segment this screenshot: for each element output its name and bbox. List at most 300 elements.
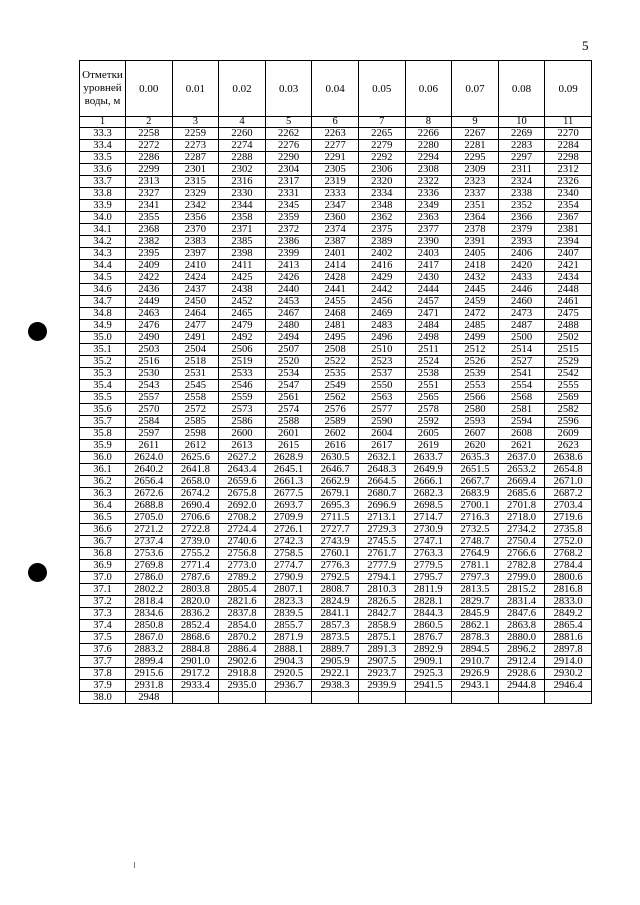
value-cell: 2633.7 (405, 452, 452, 464)
table-row (80, 644, 592, 656)
value-cell: 2865.4 (545, 620, 592, 632)
value-cell: 2831.4 (498, 596, 545, 608)
water-level-cell: 37.5 (80, 632, 126, 644)
value-cell: 2585 (172, 416, 219, 428)
value-cell: 2472 (452, 308, 499, 320)
value-cell: 2345 (265, 200, 312, 212)
value-cell: 2621 (498, 440, 545, 452)
value-cell: 2615 (265, 440, 312, 452)
value-cell: 2401 (312, 248, 359, 260)
column-number-cell: 10 (498, 117, 545, 128)
value-cell: 2718.0 (498, 512, 545, 524)
value-cell: 2943.1 (452, 680, 499, 692)
value-cell: 2784.4 (545, 560, 592, 572)
value-cell: 2331 (265, 188, 312, 200)
value-cell: 2611 (126, 440, 173, 452)
value-cell: 2739.0 (172, 536, 219, 548)
value-cell (358, 692, 405, 704)
value-cell: 2888.1 (265, 644, 312, 656)
value-cell (405, 692, 452, 704)
value-cell: 2811.9 (405, 584, 452, 596)
value-cell: 2933.4 (172, 680, 219, 692)
value-cell: 2834.6 (126, 608, 173, 620)
value-cell: 2672.6 (126, 488, 173, 500)
value-cell: 2402 (358, 248, 405, 260)
table-row (80, 656, 592, 668)
value-cell: 2414 (312, 260, 359, 272)
value-cell: 2696.9 (358, 500, 405, 512)
value-cell: 2847.6 (498, 608, 545, 620)
value-cell: 2508 (312, 344, 359, 356)
value-cell: 2551 (405, 380, 452, 392)
value-cell: 2688.8 (126, 500, 173, 512)
value-cell: 2547 (265, 380, 312, 392)
value-cell: 2944.8 (498, 680, 545, 692)
value-cell: 2398 (219, 248, 266, 260)
value-cell: 2494 (265, 332, 312, 344)
value-cell: 2362 (358, 212, 405, 224)
value-cell: 2740.6 (219, 536, 266, 548)
table-row (80, 392, 592, 404)
value-cell: 2514 (498, 344, 545, 356)
value-cell: 2860.5 (405, 620, 452, 632)
value-cell: 2311 (498, 164, 545, 176)
value-cell: 2946.4 (545, 680, 592, 692)
value-cell: 2512 (452, 344, 499, 356)
value-cell: 2824.9 (312, 596, 359, 608)
value-cell: 2519 (219, 356, 266, 368)
value-cell: 2258 (126, 128, 173, 140)
value-cell: 2928.6 (498, 668, 545, 680)
value-cell: 2800.6 (545, 572, 592, 584)
value-cell: 2324 (498, 176, 545, 188)
water-level-table (79, 60, 592, 704)
value-cell: 2344 (219, 200, 266, 212)
value-cell: 2601 (265, 428, 312, 440)
value-cell: 2286 (126, 152, 173, 164)
value-cell: 2337 (452, 188, 499, 200)
water-level-cell: 36.8 (80, 548, 126, 560)
value-cell: 2594 (498, 416, 545, 428)
value-cell: 2450 (172, 296, 219, 308)
value-cell: 2276 (265, 140, 312, 152)
value-cell: 2649.9 (405, 464, 452, 476)
value-cell: 2570 (126, 404, 173, 416)
value-cell: 2511 (405, 344, 452, 356)
value-cell: 2465 (219, 308, 266, 320)
water-level-cell: 37.2 (80, 596, 126, 608)
value-cell: 2829.7 (452, 596, 499, 608)
value-cell: 2270 (545, 128, 592, 140)
value-cell: 2891.3 (358, 644, 405, 656)
value-cell: 2448 (545, 284, 592, 296)
value-cell: 2902.6 (219, 656, 266, 668)
value-cell: 2756.8 (219, 548, 266, 560)
value-cell: 2653.2 (498, 464, 545, 476)
water-level-cell: 35.6 (80, 404, 126, 416)
value-cell: 2280 (405, 140, 452, 152)
value-cell: 2531 (172, 368, 219, 380)
header-cell-increment: 0.06 (405, 61, 452, 117)
value-cell: 2721.2 (126, 524, 173, 536)
value-cell: 2797.3 (452, 572, 499, 584)
value-cell: 2574 (265, 404, 312, 416)
value-cell: 2416 (358, 260, 405, 272)
value-cell (545, 692, 592, 704)
value-cell: 2661.3 (265, 476, 312, 488)
value-cell: 2334 (358, 188, 405, 200)
value-cell: 2495 (312, 332, 359, 344)
value-cell: 2724.4 (219, 524, 266, 536)
table-row (80, 176, 592, 188)
value-cell: 2938.3 (312, 680, 359, 692)
water-level-cell: 35.7 (80, 416, 126, 428)
value-cell: 2367 (545, 212, 592, 224)
value-cell: 2329 (172, 188, 219, 200)
water-level-cell: 33.7 (80, 176, 126, 188)
value-cell: 2628.9 (265, 452, 312, 464)
water-level-cell: 33.8 (80, 188, 126, 200)
water-level-cell: 35.0 (80, 332, 126, 344)
value-cell: 2306 (358, 164, 405, 176)
table-row (80, 152, 592, 164)
value-cell: 2441 (312, 284, 359, 296)
water-level-cell: 37.4 (80, 620, 126, 632)
value-cell: 2356 (172, 212, 219, 224)
table-row (80, 416, 592, 428)
value-cell: 2794.1 (358, 572, 405, 584)
value-cell: 2390 (405, 236, 452, 248)
value-cell: 2939.9 (358, 680, 405, 692)
value-cell: 2820.0 (172, 596, 219, 608)
value-cell: 2708.2 (219, 512, 266, 524)
value-cell: 2936.7 (265, 680, 312, 692)
value-cell: 2855.7 (265, 620, 312, 632)
value-cell: 2294 (405, 152, 452, 164)
value-cell: 2461 (545, 296, 592, 308)
value-cell: 2659.6 (219, 476, 266, 488)
value-cell: 2452 (219, 296, 266, 308)
value-cell: 2769.8 (126, 560, 173, 572)
value-cell: 2291 (312, 152, 359, 164)
value-cell: 2589 (312, 416, 359, 428)
value-cell: 2925.3 (405, 668, 452, 680)
water-level-cell: 36.5 (80, 512, 126, 524)
value-cell: 2596 (545, 416, 592, 428)
water-level-cell: 34.0 (80, 212, 126, 224)
value-cell: 2930.2 (545, 668, 592, 680)
table-row (80, 536, 592, 548)
value-cell: 2586 (219, 416, 266, 428)
value-cell: 2844.3 (405, 608, 452, 620)
table-row (80, 452, 592, 464)
value-cell: 2777.9 (358, 560, 405, 572)
water-level-cell: 37.1 (80, 584, 126, 596)
table-row (80, 524, 592, 536)
value-cell: 2274 (219, 140, 266, 152)
value-cell: 2317 (265, 176, 312, 188)
value-cell: 2338 (498, 188, 545, 200)
value-cell: 2442 (358, 284, 405, 296)
value-cell: 2897.8 (545, 644, 592, 656)
value-cell: 2578 (405, 404, 452, 416)
value-cell: 2695.3 (312, 500, 359, 512)
value-cell: 2914.0 (545, 656, 592, 668)
value-cell: 2582 (545, 404, 592, 416)
value-cell: 2553 (452, 380, 499, 392)
table-row (80, 620, 592, 632)
value-cell: 2637.0 (498, 452, 545, 464)
value-cell: 2409 (126, 260, 173, 272)
value-cell: 2537 (358, 368, 405, 380)
value-cell: 2527 (498, 356, 545, 368)
water-level-cell: 35.1 (80, 344, 126, 356)
value-cell: 2630.5 (312, 452, 359, 464)
value-cell: 2352 (498, 200, 545, 212)
value-cell: 2506 (219, 344, 266, 356)
value-cell: 2490 (126, 332, 173, 344)
value-cell: 2475 (545, 308, 592, 320)
value-cell: 2491 (172, 332, 219, 344)
value-cell: 2750.4 (498, 536, 545, 548)
value-cell: 2526 (452, 356, 499, 368)
value-cell: 2690.4 (172, 500, 219, 512)
value-cell: 2558 (172, 392, 219, 404)
value-cell: 2287 (172, 152, 219, 164)
water-level-cell: 34.4 (80, 260, 126, 272)
table-row (80, 692, 592, 704)
water-level-cell: 36.0 (80, 452, 126, 464)
value-cell: 2326 (545, 176, 592, 188)
value-cell: 2608 (498, 428, 545, 440)
water-level-cell: 33.6 (80, 164, 126, 176)
value-cell: 2530 (126, 368, 173, 380)
value-cell: 2360 (312, 212, 359, 224)
value-cell: 2323 (452, 176, 499, 188)
value-cell: 2320 (358, 176, 405, 188)
table-row (80, 188, 592, 200)
value-cell: 2850.8 (126, 620, 173, 632)
value-cell: 2907.5 (358, 656, 405, 668)
value-cell: 2646.7 (312, 464, 359, 476)
value-cell: 2522 (312, 356, 359, 368)
value-cell: 2573 (219, 404, 266, 416)
value-cell: 2734.2 (498, 524, 545, 536)
table-row (80, 476, 592, 488)
value-cell: 2730.9 (405, 524, 452, 536)
value-cell: 2803.8 (172, 584, 219, 596)
value-cell: 2845.9 (452, 608, 499, 620)
value-cell: 2912.4 (498, 656, 545, 668)
value-cell: 2363 (405, 212, 452, 224)
header-cell-increment: 0.09 (545, 61, 592, 117)
value-cell: 2485 (452, 320, 499, 332)
value-cell: 2387 (312, 236, 359, 248)
value-cell: 2417 (405, 260, 452, 272)
punch-hole-mark (28, 563, 47, 582)
value-cell: 2312 (545, 164, 592, 176)
value-cell: 2604 (358, 428, 405, 440)
value-cell: 2671.0 (545, 476, 592, 488)
header-cell-increment: 0.04 (312, 61, 359, 117)
value-cell: 2828.1 (405, 596, 452, 608)
value-cell: 2658.0 (172, 476, 219, 488)
value-cell: 2371 (219, 224, 266, 236)
value-cell: 2935.0 (219, 680, 266, 692)
value-cell: 2669.4 (498, 476, 545, 488)
value-cell: 2781.1 (452, 560, 499, 572)
table-row (80, 632, 592, 644)
column-number-cell: 2 (126, 117, 173, 128)
value-cell: 2896.2 (498, 644, 545, 656)
value-cell: 2826.5 (358, 596, 405, 608)
value-cell: 2549 (312, 380, 359, 392)
value-cell: 2444 (405, 284, 452, 296)
table-row (80, 140, 592, 152)
table-row (80, 320, 592, 332)
value-cell: 2858.9 (358, 620, 405, 632)
value-cell: 2518 (172, 356, 219, 368)
value-cell: 2852.4 (172, 620, 219, 632)
water-level-cell: 35.2 (80, 356, 126, 368)
value-cell: 2779.5 (405, 560, 452, 572)
value-cell: 2516 (126, 356, 173, 368)
value-cell: 2905.9 (312, 656, 359, 668)
value-cell: 2638.6 (545, 452, 592, 464)
water-level-cell: 35.3 (80, 368, 126, 380)
value-cell: 2722.8 (172, 524, 219, 536)
value-cell: 2430 (405, 272, 452, 284)
value-cell: 2677.5 (265, 488, 312, 500)
value-cell: 2823.3 (265, 596, 312, 608)
value-cell: 2761.7 (358, 548, 405, 560)
value-cell: 2418 (452, 260, 499, 272)
value-cell: 2687.2 (545, 488, 592, 500)
water-level-cell: 33.9 (80, 200, 126, 212)
value-cell: 2279 (358, 140, 405, 152)
value-cell: 2597 (126, 428, 173, 440)
value-cell: 2683.9 (452, 488, 499, 500)
value-cell: 2426 (265, 272, 312, 284)
value-cell: 2799.0 (498, 572, 545, 584)
table-row (80, 356, 592, 368)
value-cell: 2742.3 (265, 536, 312, 548)
value-cell: 2510 (358, 344, 405, 356)
value-cell: 2926.9 (452, 668, 499, 680)
value-cell: 2737.4 (126, 536, 173, 548)
value-cell: 2623 (545, 440, 592, 452)
value-cell: 2747.1 (405, 536, 452, 548)
table-row (80, 404, 592, 416)
value-cell: 2480 (265, 320, 312, 332)
value-cell: 2502 (545, 332, 592, 344)
value-cell: 2753.6 (126, 548, 173, 560)
table-row (80, 284, 592, 296)
value-cell: 2729.3 (358, 524, 405, 536)
value-cell: 2743.9 (312, 536, 359, 548)
value-cell: 2420 (498, 260, 545, 272)
value-cell: 2667.7 (452, 476, 499, 488)
value-cell: 2624.0 (126, 452, 173, 464)
value-cell: 2745.5 (358, 536, 405, 548)
value-cell: 2397 (172, 248, 219, 260)
table-row (80, 164, 592, 176)
header-cell-increment: 0.05 (358, 61, 405, 117)
value-cell: 2428 (312, 272, 359, 284)
table-row (80, 368, 592, 380)
value-cell: 2265 (358, 128, 405, 140)
value-cell: 2764.9 (452, 548, 499, 560)
value-cell: 2308 (405, 164, 452, 176)
water-level-cell: 37.7 (80, 656, 126, 668)
value-cell: 2515 (545, 344, 592, 356)
value-cell: 2849.2 (545, 608, 592, 620)
value-cell: 2682.3 (405, 488, 452, 500)
table-header-row (80, 61, 592, 117)
value-cell: 2467 (265, 308, 312, 320)
value-cell: 2393 (498, 236, 545, 248)
value-cell: 2377 (405, 224, 452, 236)
header-cell-increment: 0.07 (452, 61, 499, 117)
water-level-cell: 36.7 (80, 536, 126, 548)
value-cell: 2565 (405, 392, 452, 404)
water-level-cell: 36.3 (80, 488, 126, 500)
column-number-cell: 6 (312, 117, 359, 128)
value-cell: 2651.5 (452, 464, 499, 476)
value-cell: 2507 (265, 344, 312, 356)
value-cell: 2899.4 (126, 656, 173, 668)
value-cell: 2266 (405, 128, 452, 140)
value-cell: 2262 (265, 128, 312, 140)
value-cell: 2463 (126, 308, 173, 320)
table-row (80, 596, 592, 608)
table-row (80, 488, 592, 500)
value-cell: 2277 (312, 140, 359, 152)
value-cell: 2922.1 (312, 668, 359, 680)
table-row (80, 236, 592, 248)
value-cell: 2771.4 (172, 560, 219, 572)
water-level-cell: 33.5 (80, 152, 126, 164)
value-cell: 2643.4 (219, 464, 266, 476)
value-cell: 2476 (126, 320, 173, 332)
value-cell: 2842.7 (358, 608, 405, 620)
table-row (80, 200, 592, 212)
table-row (80, 464, 592, 476)
header-cell-water-level: Отметки уровней воды, м (80, 61, 126, 117)
value-cell: 2619 (405, 440, 452, 452)
value-cell: 2464 (172, 308, 219, 320)
value-cell: 2554 (498, 380, 545, 392)
value-cell: 2590 (358, 416, 405, 428)
value-cell: 2837.8 (219, 608, 266, 620)
value-cell: 2327 (126, 188, 173, 200)
value-cell: 2364 (452, 212, 499, 224)
value-cell: 2904.3 (265, 656, 312, 668)
value-cell: 2692.0 (219, 500, 266, 512)
value-cell: 2701.8 (498, 500, 545, 512)
value-cell: 2805.4 (219, 584, 266, 596)
value-cell: 2438 (219, 284, 266, 296)
page-number: 5 (582, 38, 589, 53)
value-cell: 2568 (498, 392, 545, 404)
value-cell: 2758.5 (265, 548, 312, 560)
header-cell-increment: 0.03 (265, 61, 312, 117)
value-cell: 2716.3 (452, 512, 499, 524)
value-cell: 2348 (358, 200, 405, 212)
value-cell: 2607 (452, 428, 499, 440)
value-cell: 2411 (219, 260, 266, 272)
value-cell: 2309 (452, 164, 499, 176)
